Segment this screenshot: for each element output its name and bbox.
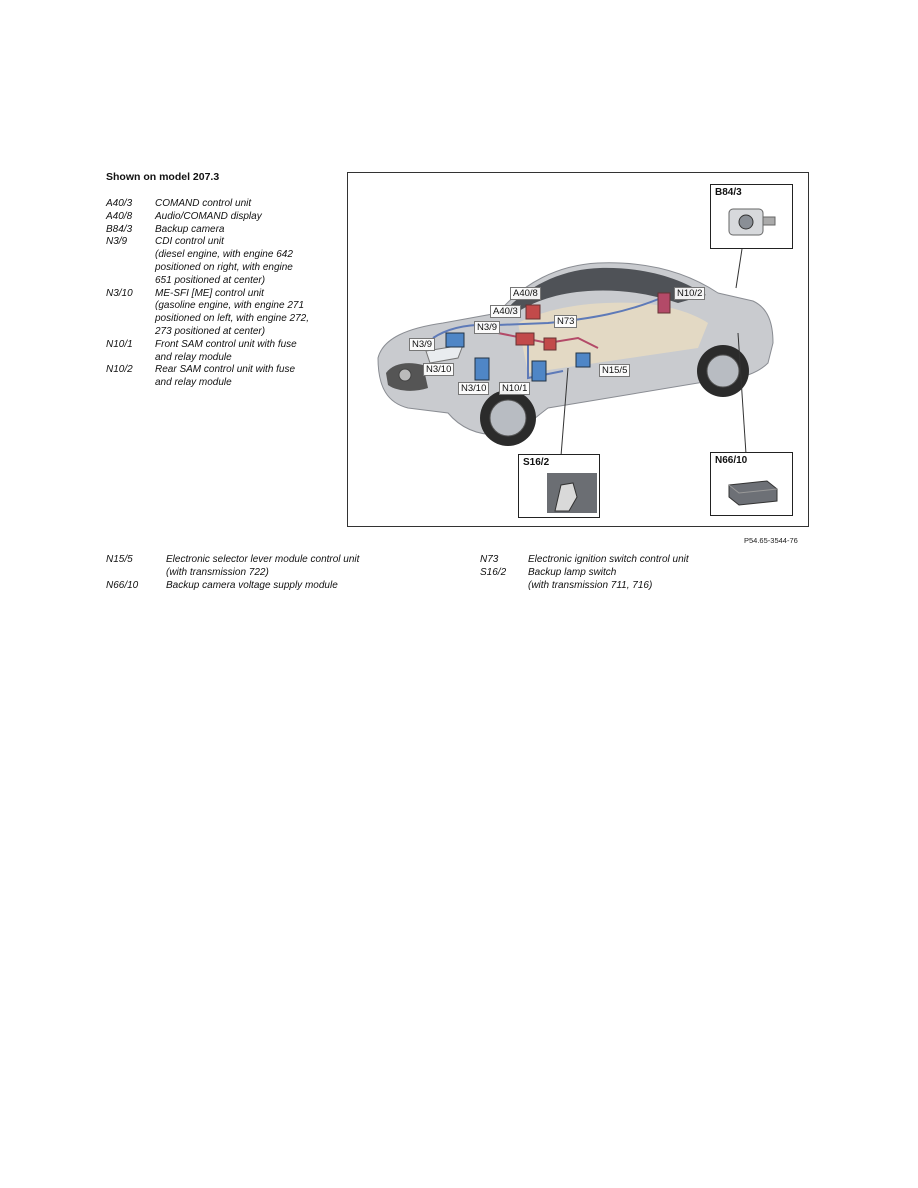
legend-code: N10/1 xyxy=(106,338,133,350)
label-n3-10-left: N3/10 xyxy=(423,363,454,376)
legend-desc: Backup camera voltage supply module xyxy=(166,579,338,591)
legend-desc: and relay module xyxy=(155,351,232,363)
legend-desc: (with transmission 722) xyxy=(166,566,269,578)
label-n3-10-lower: N3/10 xyxy=(458,382,489,395)
legend-desc: (diesel engine, with engine 642 xyxy=(155,249,293,261)
legend-code: N3/10 xyxy=(106,287,133,299)
legend-code: N73 xyxy=(480,554,499,565)
label-n15-5: N15/5 xyxy=(599,364,630,377)
legend-item-n3-9 xyxy=(106,236,336,287)
bottom-legend-right xyxy=(480,554,780,592)
component-location-figure xyxy=(347,172,809,527)
legend-item-n3-10 xyxy=(106,288,336,339)
component-legend xyxy=(106,198,336,390)
legend-code: S16/2 xyxy=(480,566,507,578)
legend-item-n10-2 xyxy=(106,364,336,390)
figure-id: P54.65-3544-76 xyxy=(744,536,798,545)
callout-n66-10 xyxy=(710,452,793,516)
callout-title: B84/3 xyxy=(715,187,742,198)
label-a40-8: A40/8 xyxy=(510,287,541,300)
backup-camera-icon xyxy=(723,203,783,241)
callout-title: N66/10 xyxy=(715,455,748,466)
legend-desc: Audio/COMAND display xyxy=(155,210,262,222)
legend-item-n73 xyxy=(480,554,780,567)
callout-s16-2 xyxy=(518,454,600,518)
legend-desc: Rear SAM control unit with fuse xyxy=(155,364,296,376)
voltage-supply-module-icon xyxy=(723,475,783,509)
legend-code: N66/10 xyxy=(106,579,139,591)
label-n3-9-upper: N3/9 xyxy=(474,321,500,334)
label-n73: N73 xyxy=(554,315,577,328)
legend-desc: and relay module xyxy=(155,377,232,389)
legend-item-n66-10 xyxy=(106,580,436,593)
legend-desc: positioned on right, with engine xyxy=(155,261,293,273)
legend-code: A40/3 xyxy=(106,198,133,209)
label-a40-3: A40/3 xyxy=(490,305,521,318)
legend-desc: Backup camera xyxy=(155,223,225,235)
legend-desc: 273 positioned at center) xyxy=(155,325,266,337)
bottom-legend-left xyxy=(106,554,436,592)
legend-desc: CDI control unit xyxy=(155,236,224,248)
label-n3-9-left: N3/9 xyxy=(409,338,435,351)
legend-desc: ME-SFI [ME] control unit xyxy=(155,287,264,299)
legend-code: N10/2 xyxy=(106,364,133,376)
legend-code: N3/9 xyxy=(106,236,128,248)
legend-desc: Electronic selector lever module control unit xyxy=(166,554,360,565)
backup-lamp-switch-icon xyxy=(547,473,597,513)
legend-item-a40-3 xyxy=(106,198,336,211)
page-heading: Shown on model 207.3 xyxy=(106,171,220,183)
legend-item-b84-3 xyxy=(106,224,336,237)
legend-item-s16-2 xyxy=(480,567,780,593)
legend-desc: (gasoline engine, with engine 271 xyxy=(155,300,304,312)
label-n10-2: N10/2 xyxy=(674,287,705,300)
legend-item-n15-5 xyxy=(106,554,436,580)
legend-desc: COMAND control unit xyxy=(155,198,252,209)
legend-item-a40-8 xyxy=(106,211,336,224)
legend-desc: (with transmission 711, 716) xyxy=(528,579,653,591)
legend-code: N15/5 xyxy=(106,554,133,565)
legend-desc: Electronic ignition switch control unit xyxy=(528,554,689,565)
legend-desc: 651 positioned at center) xyxy=(155,274,266,286)
legend-item-n10-1 xyxy=(106,339,336,365)
legend-desc: Front SAM control unit with fuse xyxy=(155,338,297,350)
legend-desc: positioned on left, with engine 272, xyxy=(155,313,309,325)
label-n10-1: N10/1 xyxy=(499,382,530,395)
legend-desc: Backup lamp switch xyxy=(528,566,617,578)
legend-code: A40/8 xyxy=(106,210,133,222)
callout-b84-3 xyxy=(710,184,793,249)
callout-title: S16/2 xyxy=(523,457,550,468)
legend-code: B84/3 xyxy=(106,223,133,235)
